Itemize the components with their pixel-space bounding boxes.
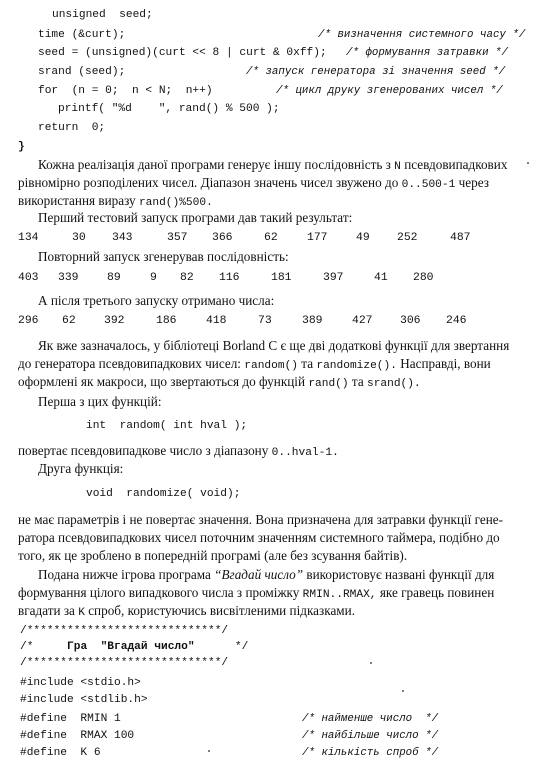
number-value: 403 xyxy=(18,272,39,284)
code-banner: /*****************************/ xyxy=(20,625,229,637)
code-comment: /* цикл друку згенерованих чисел */ xyxy=(276,85,503,97)
run1-values xyxy=(18,230,480,246)
number-value: 427 xyxy=(352,315,373,327)
number-value: 30 xyxy=(72,232,86,244)
number-value: 339 xyxy=(58,272,79,284)
number-value: 134 xyxy=(18,232,39,244)
code-comment: /* найбільше число */ xyxy=(302,730,439,742)
random-signature: int random( int hval ); xyxy=(86,420,248,432)
scan-speck xyxy=(370,662,372,664)
text-line: оформлені як макроси, що звертаються до функцій rand() та srand(). xyxy=(18,374,421,390)
number-value: 116 xyxy=(219,272,240,284)
code-line: srand (seed); xyxy=(38,66,126,78)
text-line: того, як це зроблено в попередній програмі (але без зсування байтів). xyxy=(18,548,408,563)
text-line: Кожна реалізація даної програми генерує іншу послідовність з N псевдовипадкових xyxy=(38,157,508,173)
code-line: unsigned seed; xyxy=(52,9,153,21)
code-comment: /* формування затравки */ xyxy=(346,47,508,59)
number-value: 73 xyxy=(258,315,272,327)
randomize-signature: void randomize( void); xyxy=(86,488,241,500)
second-function-intro: Друга функція: xyxy=(38,461,124,476)
text-line: вгадати за K спроб, користуючись висвітленими підказками. xyxy=(18,603,355,619)
number-value: 366 xyxy=(212,232,233,244)
number-value: 186 xyxy=(156,315,177,327)
number-value: 49 xyxy=(356,232,370,244)
text-line: повертає псевдовипадкове число з діапазону 0..hval-1. xyxy=(18,443,339,459)
code-line: #include <stdio.h> xyxy=(20,677,141,689)
text-line: не має параметрів і не повертає значення. Вона призначена для затравки функції гене- xyxy=(18,512,504,527)
code-comment: /* визначення системного часу */ xyxy=(318,29,526,41)
number-value: 397 xyxy=(323,272,344,284)
scan-speck xyxy=(402,690,404,692)
number-value: 487 xyxy=(450,232,471,244)
number-value: 357 xyxy=(167,232,188,244)
number-value: 296 xyxy=(18,315,39,327)
number-value: 246 xyxy=(446,315,467,327)
code-line: } xyxy=(18,141,25,153)
number-value: 177 xyxy=(307,232,328,244)
run2-values xyxy=(18,270,443,286)
text-line: Подана нижче ігрова програма “Вгадай число” використовує названі функції для xyxy=(38,567,495,582)
code-line: #define RMAX 100 xyxy=(20,730,135,742)
scan-speck xyxy=(208,750,210,752)
code-banner: /*****************************/ xyxy=(20,657,229,669)
code-line: for (n = 0; n < N; n++) xyxy=(38,85,213,97)
number-value: 9 xyxy=(150,272,157,284)
code-line: seed = (unsigned)(curt << 8 | curt & 0xff); xyxy=(38,47,327,59)
scan-speck xyxy=(527,162,529,164)
text-line: до генератора псевдовипадкових чисел: random() та randomize(). Насправді, вони xyxy=(18,356,491,372)
run3-values xyxy=(18,313,476,329)
code-comment: /* запуск генератора зі значення seed */ xyxy=(246,66,506,78)
number-value: 252 xyxy=(397,232,418,244)
number-value: 389 xyxy=(302,315,323,327)
code-line: #define RMIN 1 xyxy=(20,713,121,725)
number-value: 181 xyxy=(271,272,292,284)
run1-intro: Перший тестовий запуск програми дав такий результат: xyxy=(38,210,353,225)
number-value: 280 xyxy=(413,272,434,284)
text-line: використання виразу rand()%500. xyxy=(18,193,213,209)
number-value: 41 xyxy=(374,272,388,284)
text-line: Як вже зазначалось, у бібліотеці Borland C є ще дві додаткові функції для звертання xyxy=(38,338,510,353)
text-line: формування цілого випадкового числа з проміжку RMIN..RMAX, яке гравець повинен xyxy=(18,585,495,601)
code-line: #define K 6 xyxy=(20,747,101,759)
number-value: 418 xyxy=(206,315,227,327)
number-value: 392 xyxy=(104,315,125,327)
code-comment: /* кількість спроб */ xyxy=(302,747,439,759)
number-value: 62 xyxy=(62,315,76,327)
run3-intro: А після третього запуску отримано числа: xyxy=(38,293,275,308)
number-value: 306 xyxy=(400,315,421,327)
number-value: 62 xyxy=(264,232,278,244)
code-line: return 0; xyxy=(38,122,106,134)
code-line: printf( "%d ", rand() % 500 ); xyxy=(58,103,280,115)
number-value: 343 xyxy=(112,232,133,244)
code-line: time (&curt); xyxy=(38,29,126,41)
code-banner-title: /* Гра "Вгадай число" */ xyxy=(20,641,249,653)
run2-intro: Повторний запуск згенерував послідовність: xyxy=(38,249,289,264)
text-line: рівномірно розподілених чисел. Діапазон значень чисел звужено до 0..500-1 через xyxy=(18,175,489,191)
number-value: 82 xyxy=(180,272,194,284)
number-value: 89 xyxy=(107,272,121,284)
code-comment: /* найменше число */ xyxy=(302,713,439,725)
text-line: ратора псевдовипадкових чисел поточним значенням системного таймера, подібно до xyxy=(18,530,500,545)
first-function-intro: Перша з цих функцій: xyxy=(38,394,162,409)
code-line: #include <stdlib.h> xyxy=(20,694,148,706)
